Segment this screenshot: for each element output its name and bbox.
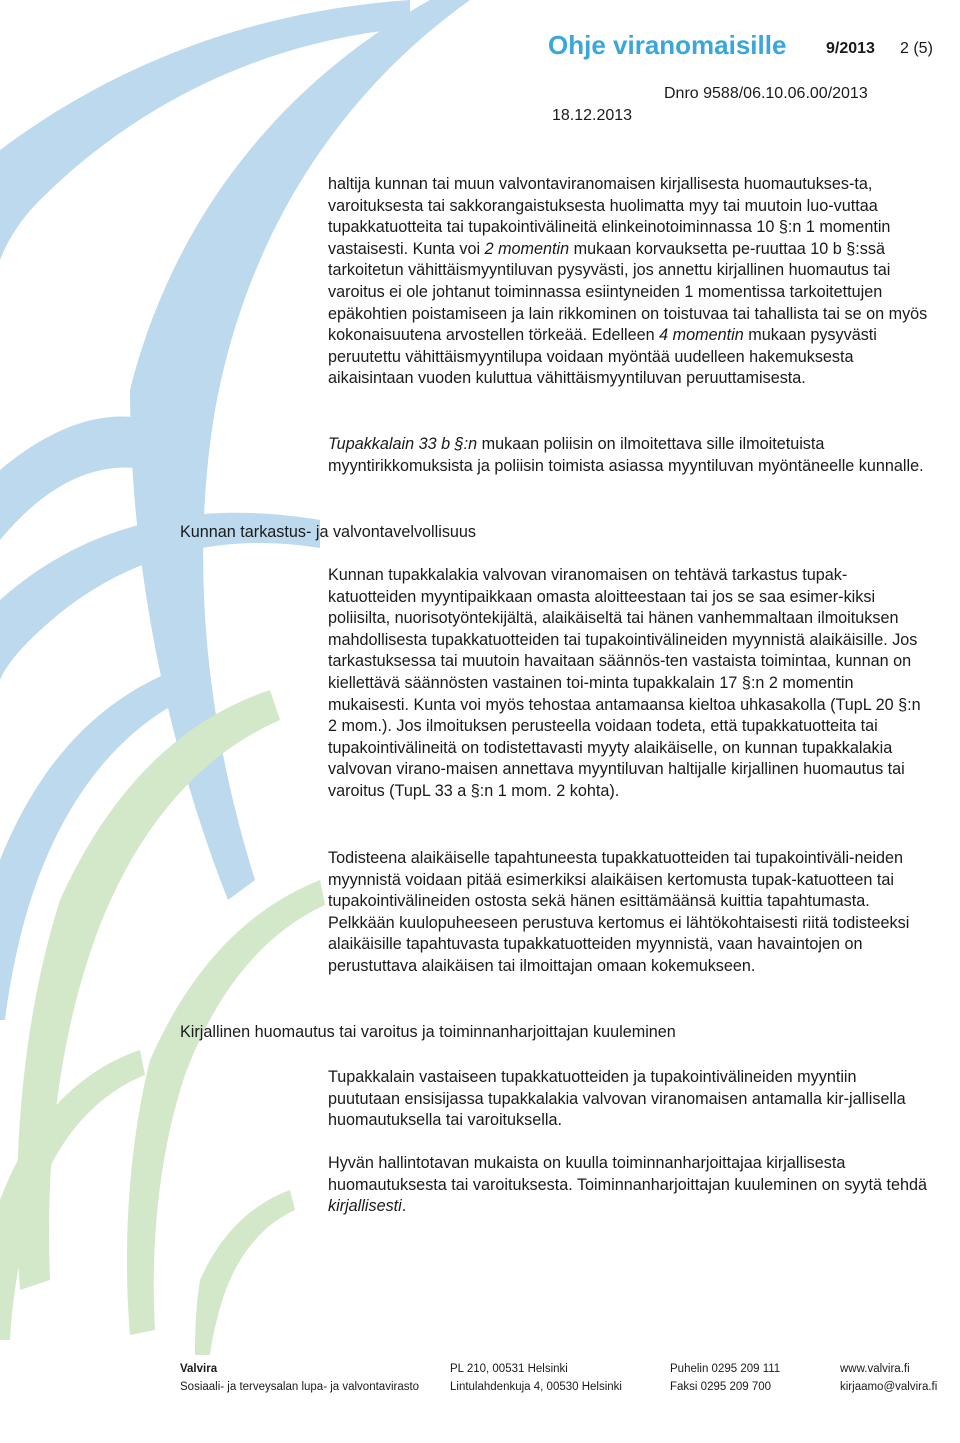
- footer-fax: Faksi 0295 209 700: [670, 1381, 772, 1393]
- footer-phone-fax: [670, 1360, 780, 1396]
- footer-postal-address: PL 210, 00531 Helsinki: [450, 1363, 568, 1375]
- document-number: 9/2013: [826, 40, 875, 57]
- footer-email-link[interactable]: kirjaamo@valvira.fi: [840, 1381, 938, 1393]
- diary-number: Dnro 9588/06.10.06.00/2013: [664, 85, 868, 102]
- footer-phone: Puhelin 0295 209 111: [670, 1363, 781, 1375]
- document-type-title: Ohje viranomaisille: [548, 30, 787, 60]
- section-heading-written-notice: Kirjallinen huomautus tai varoitus ja toiminnanharjoittajan kuuleminen: [180, 1023, 676, 1041]
- footer-org: [180, 1360, 419, 1396]
- footer-street-address: Lintulahdenkuja 4, 00530 Helsinki: [450, 1381, 622, 1393]
- footer-address: [450, 1360, 622, 1396]
- section-heading-inspection: Kunnan tarkastus- ja valvontavelvollisuus: [180, 523, 477, 541]
- page-indicator: 2 (5): [900, 40, 933, 57]
- paragraph-evidence: Todisteena alaikäiselle tapahtuneesta tupakkatuotteiden tai tupakointiväli-neiden myynnistä voidaan pitää esimerkiksi alaikäisen kertomusta tupak-katuotteen tai tupakointivälineiden ostosta sekä hänen esittämäänsä kuittia tapahtumasta. Pelkkään kuulopuheeseen perustuva kertomus ei lähtökohtaisesti riitä todisteeksi alaikäisille tapahtuvasta tupakkatuotteiden myynnistä, vaan havaintojen on perustuttava alaikäisen tai ilmoittajan omaan kokemukseen.: [328, 849, 910, 975]
- paragraph-inspection-duty: Kunnan tupakkalakia valvovan viranomaisen on tehtävä tarkastus tupak-katuotteiden myyntipaikkaan omasta aloitteestaan tai jos se saa esimer-kiksi poliisilta, nuorisotyöntekijältä, alaikäiseltä tai hänen vanhemmaltaan ilmoituksen mahdollisesta tupakkatuotteiden tai tupakointivälineiden myynnistä alaikäisille. Jos tarkastuksessa tai muutoin havaitaan säännös-ten vastaista toimintaa, kunnan on kiellettävä säännösten vastainen toi-minta tupakkalain 17 §:n 2 momentin mukaisesti. Kunta voi myös tehostaa antamaansa kieltoa uhkasakolla (TupL 20 §:n 2 mom.). Jos ilmoituksen perusteella voidaan todeta, että tupakkatuotteita tai tupakointivälineitä on todistettavasti myyty alaikäiselle, on kunnan tupakkalakia valvovan virano-maisen annettava myyntiluvan haltijalle kirjallinen huomautus tai varoitus (TupL 33 a §:n 1 mom. 2 kohta).: [328, 566, 921, 800]
- footer-contact: [840, 1360, 937, 1396]
- footer-org-name: Valvira: [180, 1363, 218, 1375]
- paragraph-police-notice: Tupakkalain 33 b §:n mukaan poliisin on ilmoitettava sille ilmoitetuista myyntirikkomuksista ja poliisin toimista asiassa myyntiluvan myöntäneelle kunnalle.: [328, 435, 924, 475]
- footer-org-fullname: Sosiaali- ja terveysalan lupa- ja valvontavirasto: [180, 1381, 420, 1393]
- footer-website-link[interactable]: www.valvira.fi: [840, 1363, 910, 1375]
- document-date: 18.12.2013: [552, 107, 633, 124]
- paragraph-written-notice: Tupakkalain vastaiseen tupakkatuotteiden ja tupakointivälineiden myyntiin puututaan ensisijassa tupakkalakia valvovan viranomaisen antamalla kir-jallisella huomautuksella tai varoituksella.: [328, 1068, 906, 1130]
- paragraph-revocation: haltija kunnan tai muun valvontaviranomaisen kirjallisesta huomautukses-ta, varoituksesta tai sakkorangaistuksesta huolimatta myy tai muutoin luo-vuttaa tupakkatuotteita tai tupakointivälineitä elinkeinotoiminnassa 10 §:n 1 momentin vastaisesti. Kunta voi 2 momentin mukaan korvauksetta pe-ruuttaa 10 b §:ssä tarkoitetun vähittäismyyntiluvan pysyvästi, jos annettu kirjallinen huomautus tai varoitus ei ole johtanut toiminnassa esiintyneiden 1 momentissa tarkoitettujen epäkohtien poistamiseen ja lain rikkominen on toistuvaa tai tahallista tai se on myös kokonaisuutena arvostellen törkeää. Edelleen 4 momentin mukaan pysyvästi peruutettu vähittäismyyntilupa voidaan myöntää uudelleen hakemuksesta aikaisintaan vuoden kuluttua vähittäismyyntiluvan peruuttamisesta.: [328, 175, 932, 388]
- paragraph-hearing: Hyvän hallintotavan mukaista on kuulla toiminnanharjoittajaa kirjallisesta huomautuksesta tai varoituksesta. Toiminnanharjoittajan kuuleminen on syytä tehdä kirjallisesti.: [328, 1154, 932, 1216]
